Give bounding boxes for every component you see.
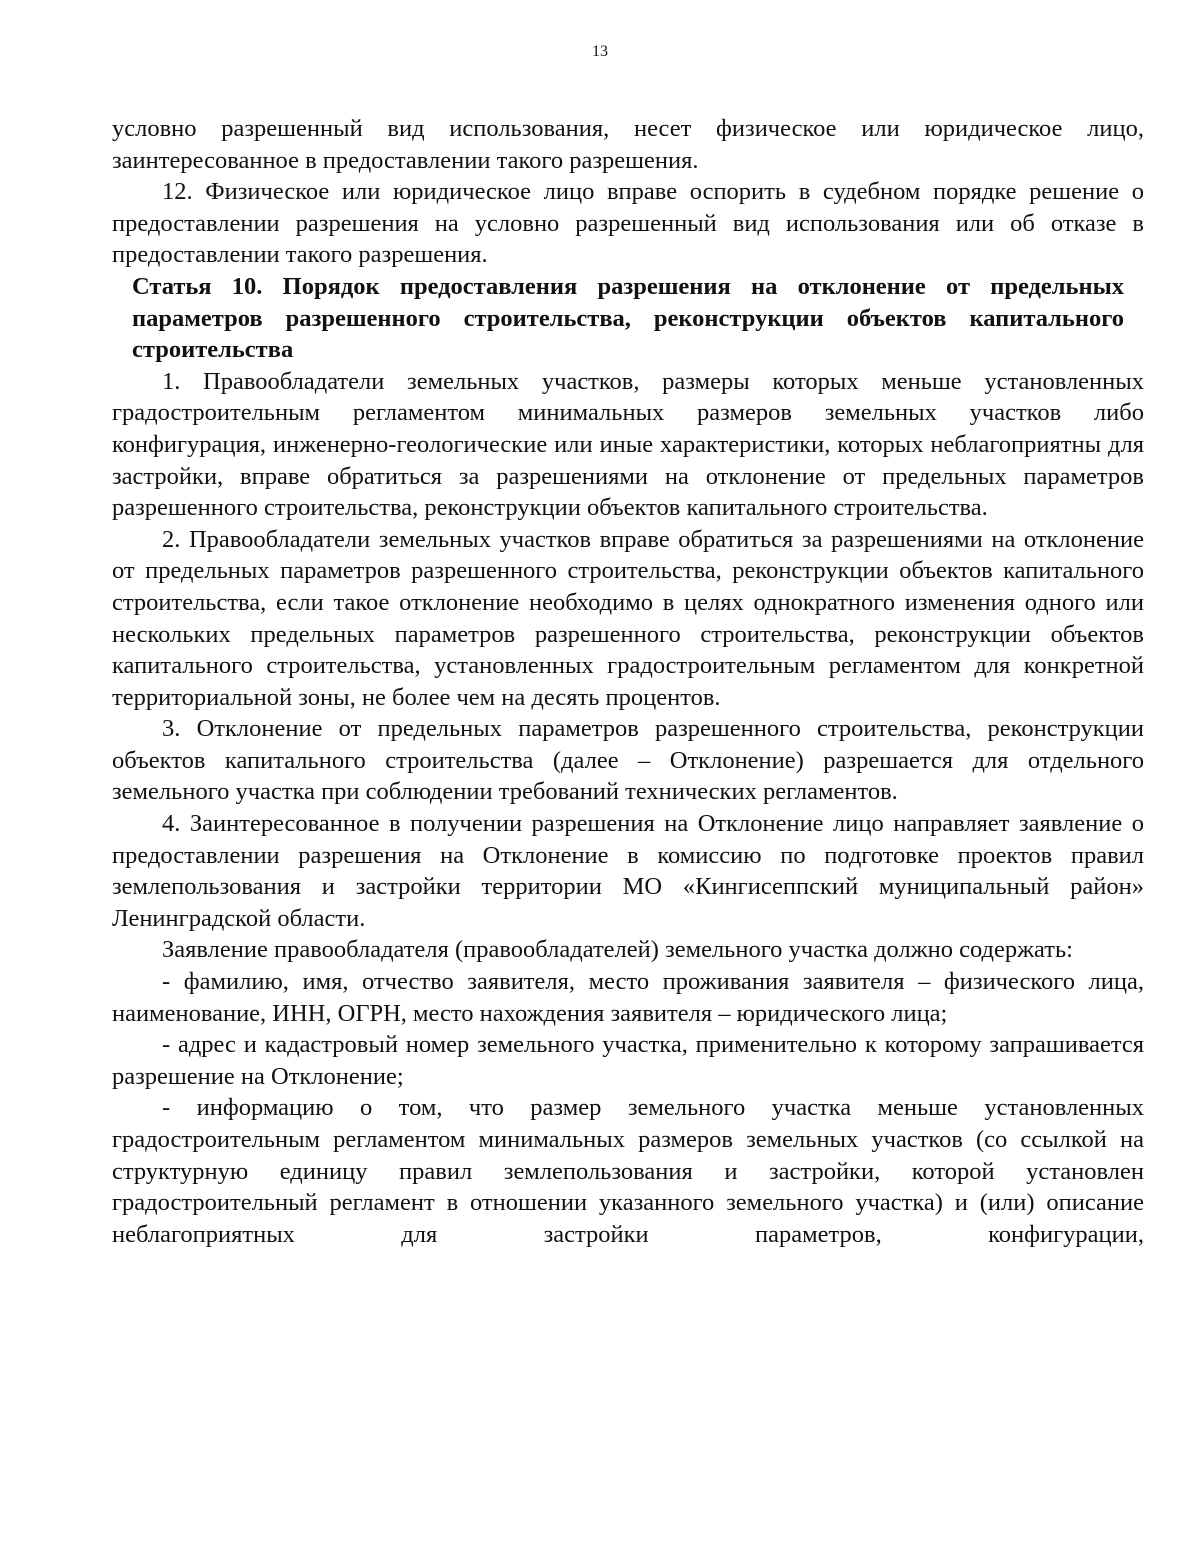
paragraph-item-3: 3. Отклонение от предельных параметров разрешенного строительства, реконструкции объектов капитального строительства (далее – Отклонение) разрешается для отдельного земельного участка при соблюдении требований технических регламентов. bbox=[112, 715, 1144, 806]
paragraph-item-1: 1. Правообладатели земельных участков, размеры которых меньше установленных градостроительным регламентом минимальных размеров земельных участков либо конфигурация, инженерно-геологические или иные характеристики, которых неблагоприятны для застройки, вправе обратиться за разрешениями на отклонение от предельных параметров разрешенного строительства, реконструкции объектов капитального строительства. bbox=[112, 367, 1144, 522]
paragraph-application-content: Заявление правообладателя (правообладателей) земельного участка должно содержать: bbox=[162, 936, 1073, 964]
paragraph-item-2: 2. Правообладатели земельных участков вправе обратиться за разрешениями на отклонение от предельных параметров разрешенного строительства, реконструкции объектов капитального строительства, если такое отклонение необходимо в целях однократного изменения одного или нескольких предельных параметров разрешенного строительства, реконструкции объектов капитального строительства, установленных градостроительным регламентом для конкретной территориальной зоны, не более чем на десять процентов. bbox=[112, 525, 1144, 711]
article-heading: Статья 10. Порядок предоставления разрешения на отклонение от предельных параметров разрешенного строительства, реконструкции объектов капитального строительства bbox=[132, 272, 1124, 364]
page-number: 13 bbox=[592, 43, 608, 60]
paragraph-continuation: условно разрешенный вид использования, несет физическое или юридическое лицо, заинтересованное в предоставлении такого разрешения. bbox=[112, 115, 1144, 174]
paragraph-item-12: 12. Физическое или юридическое лицо вправе оспорить в судебном порядке решение о предоставлении разрешения на условно разрешенный вид использования или об отказе в предоставлении такого разрешения. bbox=[112, 178, 1144, 269]
document-body bbox=[112, 113, 1144, 1250]
list-item-land-address: - адрес и кадастровый номер земельного участка, применительно к которому запрашивается разрешение на Отклонение; bbox=[112, 1031, 1144, 1090]
list-item-land-size-info: - информацию о том, что размер земельного участка меньше установленных градостроительным регламентом минимальных размеров земельных участков (со ссылкой на структурную единицу правил землепользования и застройки, которой установлен градостроительный регламент в отношении указанного земельного участка) и (или) описание неблагоприятных для застройки параметров, конфигурации, bbox=[112, 1094, 1144, 1248]
list-item-applicant-details: - фамилию, имя, отчество заявителя, место проживания заявителя – физического лица, наименование, ИНН, ОГРН, место нахождения заявителя – юридического лица; bbox=[112, 968, 1144, 1027]
paragraph-item-4: 4. Заинтересованное в получении разрешения на Отклонение лицо направляет заявление о предоставлении разрешения на Отклонение в комиссию по подготовке проектов правил землепользования и застройки территории МО «Кингисеппский муниципальный район» Ленинградской области. bbox=[112, 810, 1144, 932]
